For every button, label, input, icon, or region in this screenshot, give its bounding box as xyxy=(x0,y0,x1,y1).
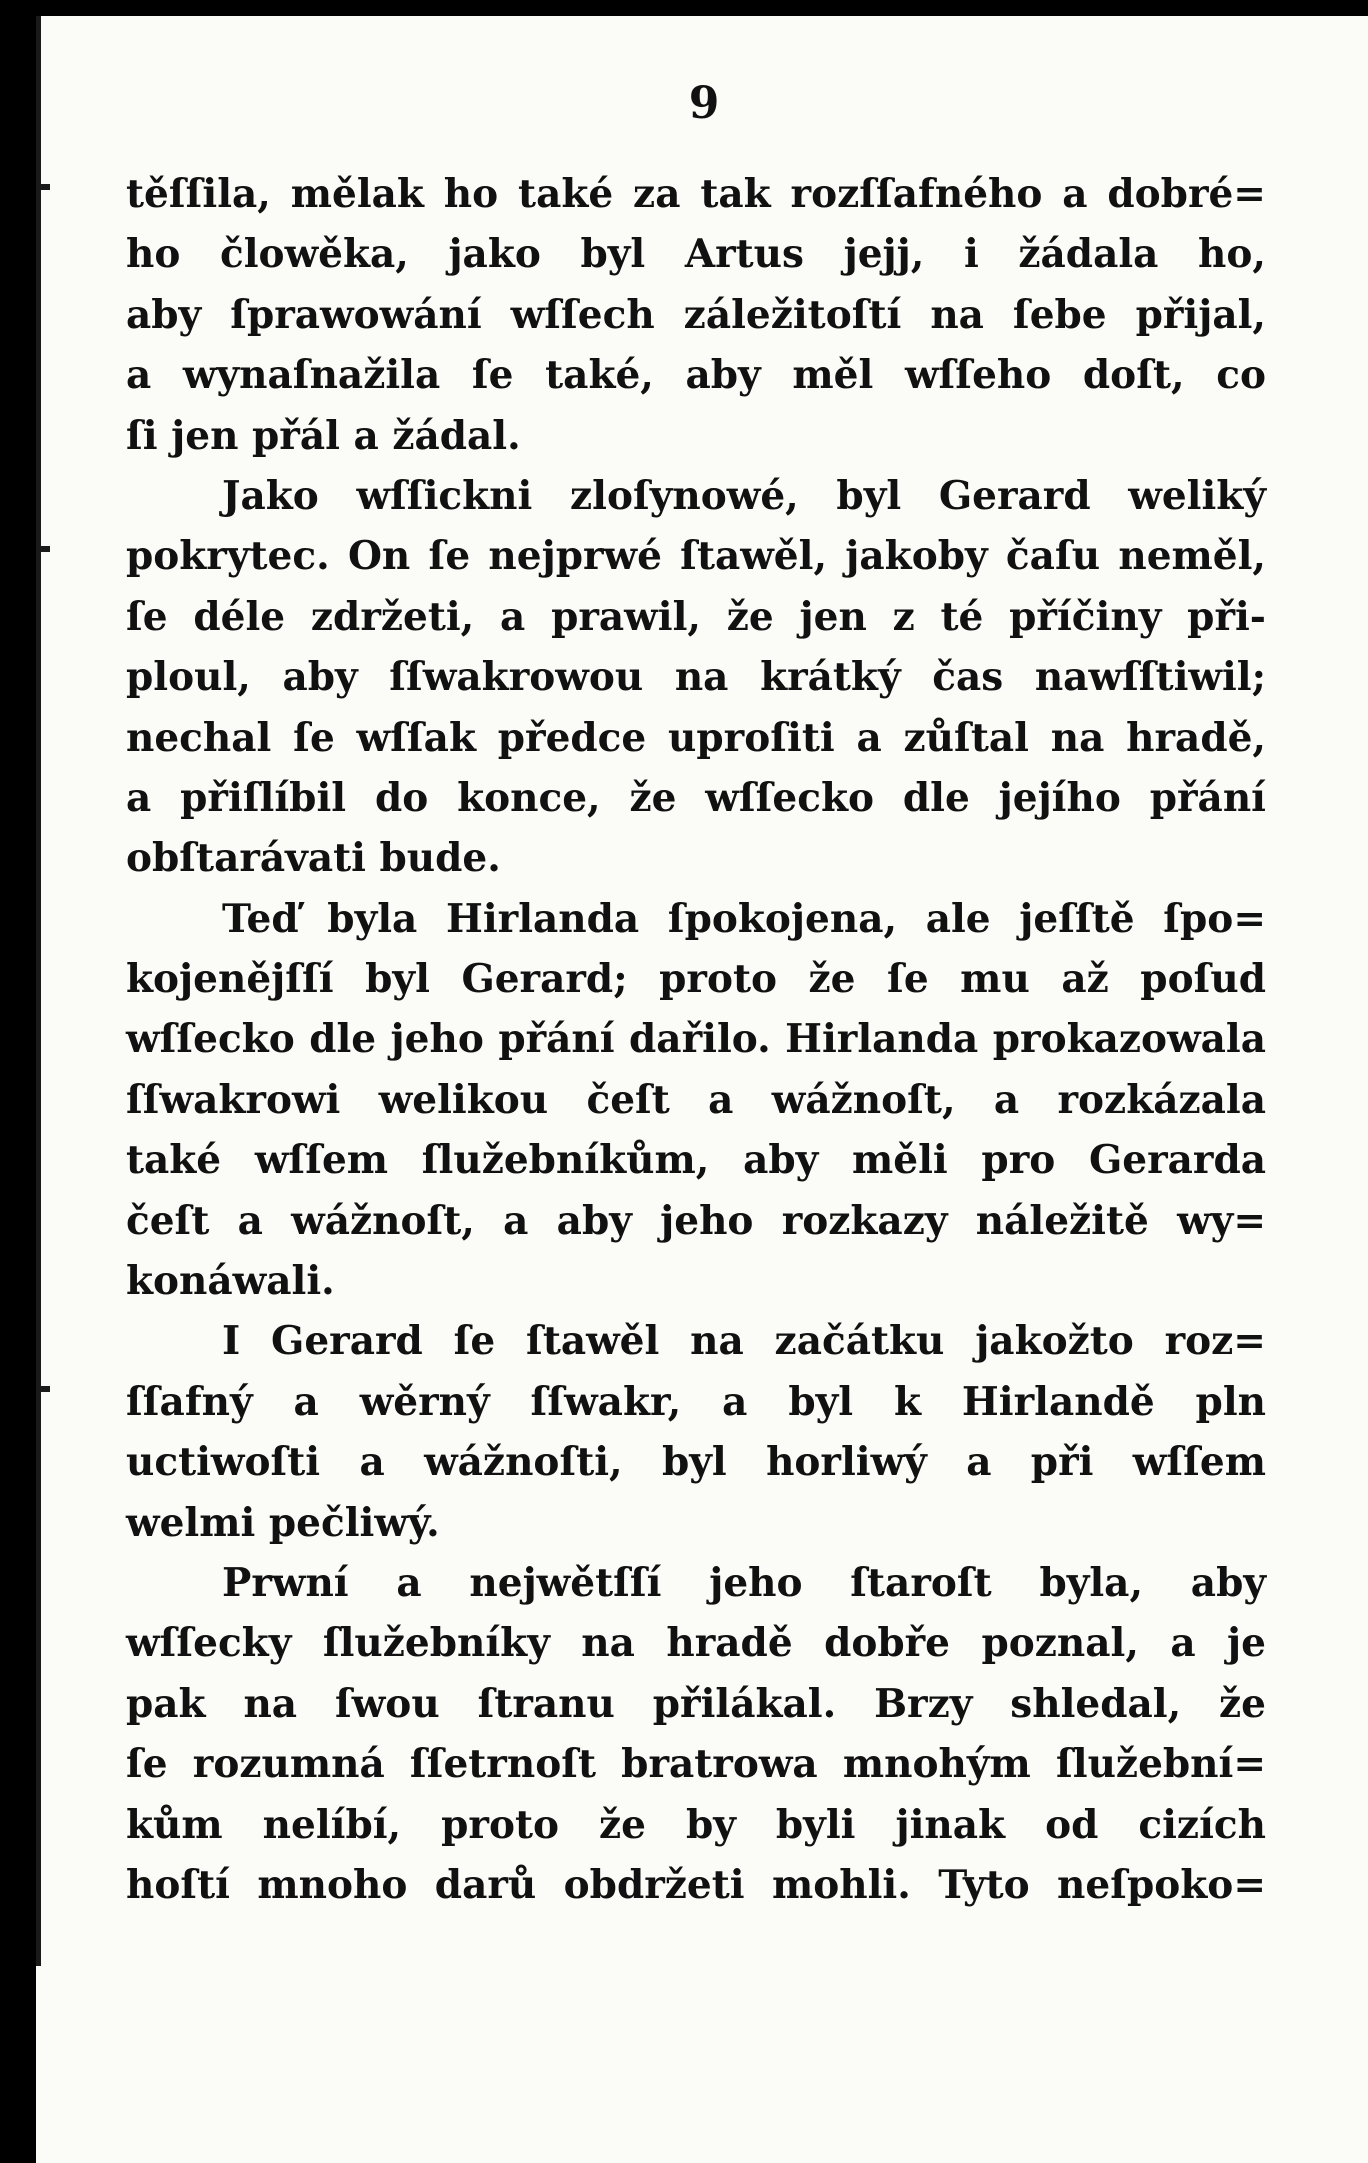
text-line: ſi jen přál a žádal. xyxy=(126,412,521,459)
text-line: ſe déle zdržeti, a prawil, že jen z té příčiny při- xyxy=(126,593,1266,640)
text-line: ſe rozumná ſſetrnoſt bratrowa mnohým ſlužební= xyxy=(126,1741,1266,1788)
text-line: ho člowěka, jako byl Artus jejj, i žádala ho, xyxy=(126,231,1266,278)
text-line: těſſila, mělak ho také za tak rozſſafného a dobré= xyxy=(126,171,1266,217)
text-line: pokrytec. On ſe nejprwé ſtawěl, jakoby čaſu neměl, xyxy=(126,533,1266,580)
text-line: obſtarávati bude. xyxy=(126,835,501,882)
text-line: ſſwakrowi welikou čeſt a wážnoſt, a rozkázala xyxy=(126,1076,1266,1123)
page-edge-mark xyxy=(36,1386,50,1392)
book-page xyxy=(36,16,1368,2163)
text-line: také wſſem ſlužebníkům, aby měli pro Gerarda xyxy=(126,1137,1266,1184)
text-line: ploul, aby ſſwakrowou na krátký čas nawſſtiwil; xyxy=(126,654,1266,701)
page-edge-rule xyxy=(36,16,41,1966)
text-line: čeſt a wážnoſt, a aby jeho rozkazy náležitě wy= xyxy=(126,1197,1266,1244)
text-line: wſſecko dle jeho přání dařilo. Hirlanda prokazowala xyxy=(126,1016,1266,1063)
text-line: a wynaſnažila ſe také, aby měl wſſeho doſt, co xyxy=(126,352,1266,399)
text-line: Jako wſſickni zloſynowé, byl Gerard weliký xyxy=(222,472,1266,519)
text-line: uctiwoſti a wážnoſti, byl horliwý a při wſſem xyxy=(126,1439,1266,1486)
page-edge-mark xyxy=(36,184,50,190)
text-line: hoſtí mnoho darů obdržeti mohli. Tyto neſpoko= xyxy=(126,1861,1266,1908)
text-line: a přiſlíbil do konce, že wſſecko dle jejího přání xyxy=(126,774,1266,821)
text-line: kům nelíbí, proto že by byli jinak od cizích xyxy=(126,1801,1266,1848)
body-text xyxy=(126,164,1266,1915)
text-line: welmi pečliwý. xyxy=(126,1499,440,1546)
text-line: wſſecky ſlužebníky na hradě dobře poznal, a je xyxy=(126,1620,1266,1667)
text-line: konáwali. xyxy=(126,1258,335,1305)
text-line: I Gerard ſe ſtawěl na začátku jakožto roz= xyxy=(222,1318,1266,1365)
text-line: aby ſprawowání wſſech záležitoſtí na ſebe přijal, xyxy=(126,291,1266,338)
page-edge-mark xyxy=(36,546,50,552)
text-line: ſſafný a wěrný ſſwakr, a byl k Hirlandě pln xyxy=(126,1378,1266,1425)
text-line: nechal ſe wſſak předce uproſiti a zůſtal na hradě, xyxy=(126,714,1266,761)
text-line: pak na ſwou ſtranu přilákal. Brzy shledal, že xyxy=(126,1680,1266,1727)
text-line: kojenějſſí byl Gerard; proto že ſe mu až poſud xyxy=(126,956,1266,1003)
page-number: 9 xyxy=(688,78,720,129)
text-line: Prwní a nejwětſſí jeho ſtaroſt byla, aby xyxy=(222,1559,1266,1606)
text-line: Teď byla Hirlanda ſpokojena, ale jeſſtě ſpo= xyxy=(222,895,1266,942)
